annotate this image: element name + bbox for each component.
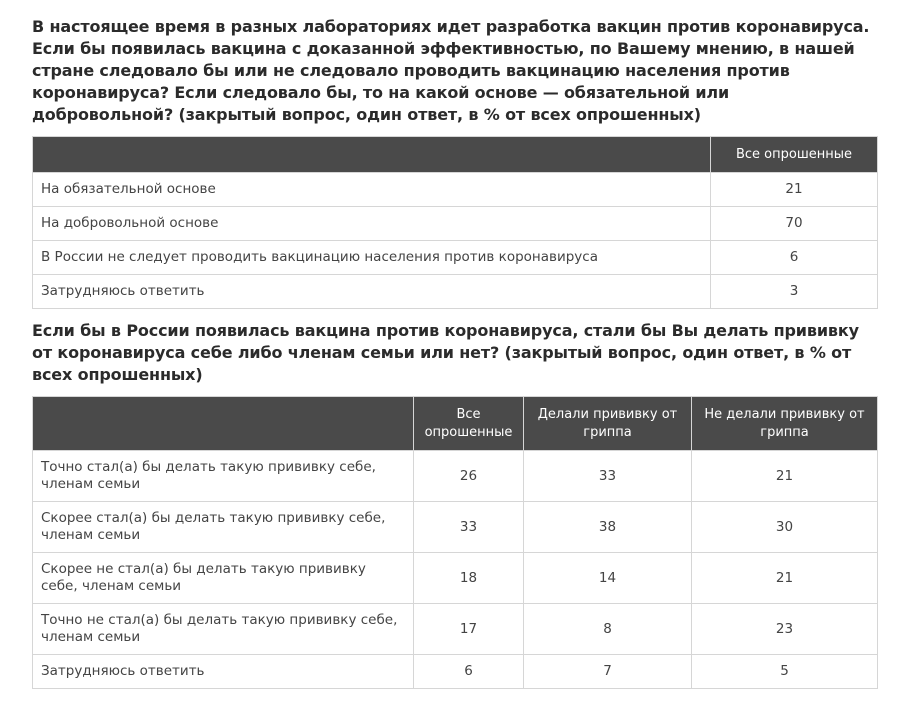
vaccination-basis-table	[32, 136, 878, 309]
row-value: 8	[524, 604, 692, 655]
row-value: 5	[692, 655, 878, 689]
row-value: 7	[524, 655, 692, 689]
table-row	[33, 604, 878, 655]
row-value: 17	[414, 604, 524, 655]
vaccination-intent-table	[32, 396, 878, 689]
table-row	[33, 275, 878, 309]
table-row	[33, 655, 878, 689]
question-2-title: Если бы в России появилась вакцина против коронавируса, стали бы Вы делать прививку от коронавируса себе либо членам семьи или нет? (закрытый вопрос, один ответ, в % от всех опрошенных)	[32, 321, 859, 384]
row-value: 21	[692, 451, 878, 502]
table-header-row	[33, 397, 878, 451]
row-label: Затрудняюсь ответить	[33, 275, 711, 309]
table-row	[33, 173, 878, 207]
table-row	[33, 451, 878, 502]
table-row	[33, 241, 878, 275]
row-value: 6	[711, 241, 878, 275]
header-cell-all-respondents: Все опрошенные	[711, 137, 878, 173]
row-label: Скорее не стал(а) бы делать такую прививку себе, членам семьи	[33, 553, 414, 604]
header-cell-all-respondents: Все опрошенные	[414, 397, 524, 451]
row-label: Затрудняюсь ответить	[33, 655, 414, 689]
row-value: 6	[414, 655, 524, 689]
table-row	[33, 207, 878, 241]
row-value: 23	[692, 604, 878, 655]
row-label: На обязательной основе	[33, 173, 711, 207]
row-label: Точно не стал(а) бы делать такую прививку себе, членам семьи	[33, 604, 414, 655]
row-value: 21	[711, 173, 878, 207]
table-row	[33, 553, 878, 604]
row-value: 3	[711, 275, 878, 309]
row-value: 21	[692, 553, 878, 604]
row-value: 26	[414, 451, 524, 502]
row-value: 33	[414, 502, 524, 553]
row-value: 38	[524, 502, 692, 553]
row-label: На добровольной основе	[33, 207, 711, 241]
row-value: 30	[692, 502, 878, 553]
row-value: 70	[711, 207, 878, 241]
header-cell-flu-vaccinated: Делали прививку от гриппа	[524, 397, 692, 451]
row-label: В России не следует проводить вакцинацию населения против коронавируса	[33, 241, 711, 275]
table-row	[33, 502, 878, 553]
header-cell-not-flu-vaccinated: Не делали прививку от гриппа	[692, 397, 878, 451]
table-header-row	[33, 137, 878, 173]
header-cell-empty	[33, 397, 414, 451]
row-value: 18	[414, 553, 524, 604]
row-label: Скорее стал(а) бы делать такую прививку себе, членам семьи	[33, 502, 414, 553]
header-cell-empty	[33, 137, 711, 173]
row-value: 33	[524, 451, 692, 502]
row-value: 14	[524, 553, 692, 604]
question-1-title: В настоящее время в разных лабораториях идет разработка вакцин против коронавируса. Если бы появилась вакцина с доказанной эффективностью, по Вашему мнению, в нашей стране следовало бы или не следовало проводить вакцинацию населения против коронавируса? Если следовало бы, то на какой основе — обязательной или добровольной? (закрытый вопрос, один ответ, в % от всех опрошенных)	[32, 17, 870, 124]
row-label: Точно стал(а) бы делать такую прививку себе, членам семьи	[33, 451, 414, 502]
